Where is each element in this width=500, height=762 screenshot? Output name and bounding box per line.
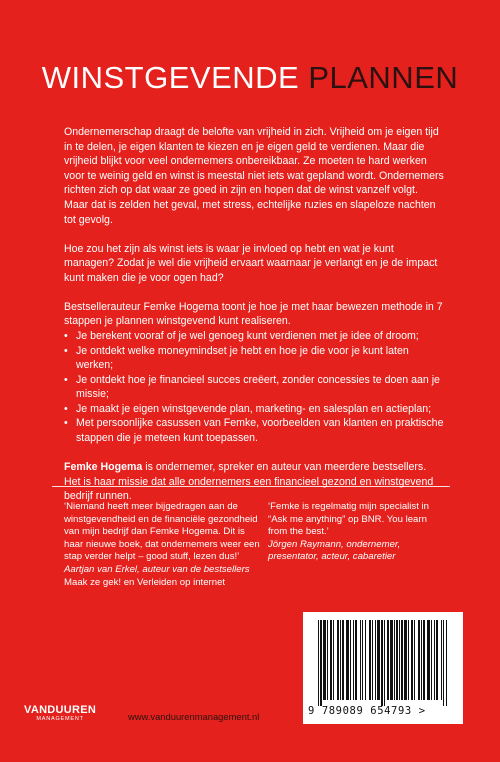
barcode-bar — [353, 620, 354, 700]
barcode-bar — [401, 620, 403, 700]
blurb-intro-text: Bestsellerauteur Femke Hogema toont je hoe je met haar bewezen methode in 7 stappen je plannen winstgevend kunt realiseren. — [64, 300, 443, 328]
list-item: • Je ontdekt hoe je financieel succes creëert, zonder concessies te doen aan je missie; — [64, 373, 444, 402]
barcode-bar — [423, 620, 425, 700]
author-bio-text: is ondernemer, spreker en auteur van meerdere bestsellers. Het is haar missie dat alle ondernemers een financieel gezond en winstgevend bedrijf runnen. — [64, 461, 434, 503]
barcode-bar — [381, 620, 383, 706]
quote-left-attribution-line2: Maak ze gek! en Verleiden op internet — [64, 576, 226, 588]
quote-right-text: ‘Femke is regelmatig mijn specialist in “Ask me anything” op BNR. You learn from the best.’ — [268, 501, 430, 538]
barcode-bar — [337, 620, 339, 700]
barcode-number: 9 789089 654793 > — [308, 705, 426, 717]
barcode-bars — [316, 620, 450, 706]
barcode-bar — [377, 620, 380, 700]
barcode-bar — [399, 620, 400, 700]
barcode-bar — [436, 620, 438, 700]
barcode-bar — [365, 620, 366, 700]
barcode-bar — [390, 620, 393, 700]
barcode-bar — [318, 620, 319, 706]
barcode-bar — [446, 620, 447, 706]
barcode-bar — [362, 620, 363, 700]
barcode-bar — [330, 620, 332, 700]
divider — [52, 486, 450, 487]
publisher-name: VANDUUREN — [24, 704, 97, 716]
barcode-bar — [411, 620, 413, 700]
barcode-bar — [355, 620, 357, 700]
barcode-bar — [387, 620, 389, 700]
quote-left-attribution: Aartjan van Erkel, auteur van de bestsellers — [64, 563, 250, 575]
barcode-bar — [404, 620, 407, 700]
barcode-bar — [346, 620, 349, 700]
title-part-plannen: PLANNEN — [308, 60, 459, 95]
barcode-bar — [384, 620, 385, 706]
list-item: • Je berekent vooraf of je wel genoeg kunt verdienen met je idee of droom; — [64, 329, 444, 344]
quote-left-text: ‘Niemand heeft meer bijgedragen aan de winstgevendheid en de financiële gezondheid van mijn bedrijf dan Femke Hogema. Dit is haar nieuwe boek, dat ondernemers weer een stap verder helpt – good stuff, lezen dus!’ — [64, 501, 260, 563]
publisher-logo — [24, 705, 96, 723]
barcode — [303, 612, 463, 724]
barcode-bar — [342, 620, 344, 700]
title-part-winstgevende: WINSTGEVENDE — [41, 60, 300, 95]
list-item: • Met persoonlijke casussen van Femke, voorbeelden van klanten en praktische stappen die je meteen kunt toepassen. — [64, 416, 444, 445]
barcode-bar — [350, 620, 351, 700]
blurb-paragraph-1: Ondernemerschap draagt de belofte van vrijheid in zich. Vrijheid om je eigen tijd in te delen, je eigen klanten te kiezen en je eigen geld te verdienen. Maar die vrijheid blijkt voor veel ondernemers onbereikbaar. Ze moeten te hard werken voor te weinig geld en winst is meestal niet iets wat gepland wordt. Ondernemers richten zich op dat waar ze goed in zijn en hopen dat de winst vanzelf volgt. Maar dat is zelden het geval, met stress, echtelijke ruzies en slapeloze nachten tot gevolg. — [64, 126, 444, 226]
barcode-bar — [394, 620, 395, 700]
barcode-bar — [441, 620, 442, 700]
blurb-paragraph-2: Hoe zou het zijn als winst iets is waar je invloed op hebt en wat je kunt managen? Zodat je wel die vrijheid ervaart waarnaar je verlangt en je de impact kunt maken die je voor ogen had? — [64, 242, 438, 284]
barcode-bar — [421, 620, 422, 700]
back-cover-blurb — [64, 125, 444, 518]
author-bio — [64, 460, 444, 504]
barcode-bar — [360, 620, 361, 700]
barcode-bar — [375, 620, 376, 700]
publisher-website: www.vanduurenmanagement.nl — [128, 711, 260, 722]
barcode-bar — [408, 620, 409, 700]
barcode-bar — [434, 620, 435, 700]
book-title — [0, 60, 500, 96]
barcode-bar — [333, 620, 334, 700]
blurb-intro — [64, 300, 444, 329]
barcode-bar — [396, 620, 398, 700]
barcode-bar — [327, 620, 328, 700]
barcode-bar — [369, 620, 371, 700]
author-name: Femke Hogema — [64, 461, 143, 474]
quote-right-attribution: Jörgen Raymann, ondernemer, presentator, acteur, cabaretier — [268, 538, 401, 563]
barcode-bar — [372, 620, 373, 700]
quote-right — [268, 501, 448, 564]
barcode-bar — [323, 620, 326, 700]
barcode-bar — [431, 620, 432, 700]
benefits-list — [64, 329, 444, 446]
barcode-bar — [414, 620, 415, 700]
quote-left — [64, 501, 264, 589]
barcode-bar — [427, 620, 430, 700]
barcode-bar — [443, 620, 444, 706]
list-item: • Je ontdekt welke moneymindset je hebt en hoe je die voor je kunt laten werken; — [64, 344, 444, 373]
barcode-bar — [340, 620, 341, 700]
barcode-bar — [418, 620, 420, 700]
publisher-sub: MANAGEMENT — [36, 716, 84, 722]
list-item: • Je maakt je eigen winstgevende plan, marketing- en salesplan en actieplan; — [64, 402, 444, 417]
barcode-bar — [320, 620, 322, 706]
